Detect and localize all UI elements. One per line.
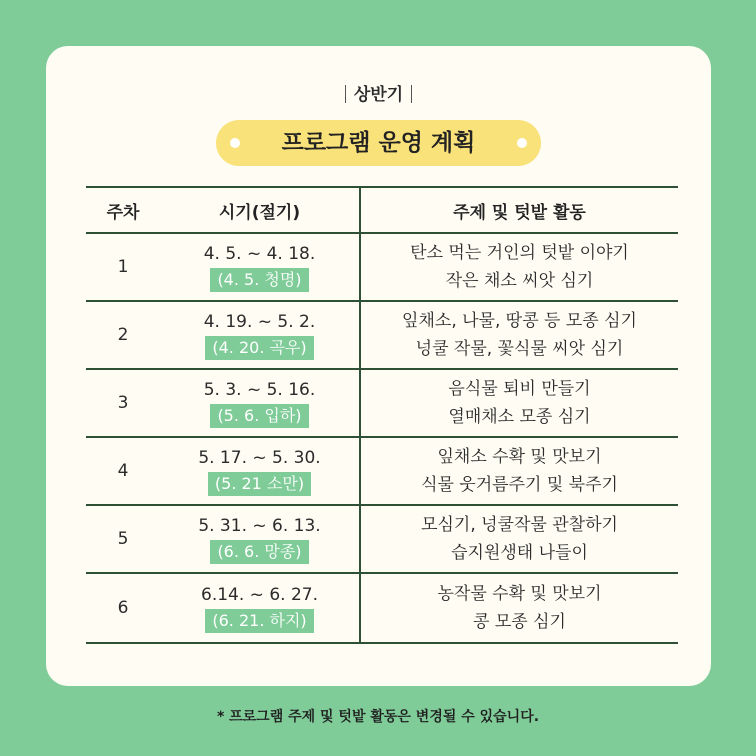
page-title: 프로그램 운영 계획 — [281, 130, 476, 156]
activity-cell — [360, 233, 678, 301]
activity-line: 열매채소 모종 심기 — [448, 407, 591, 427]
week-cell: 1 — [86, 233, 160, 301]
column-header-period: 시기(절기) — [160, 187, 360, 233]
week-cell: 5 — [86, 505, 160, 573]
period-cell — [160, 505, 360, 573]
table-row — [86, 301, 678, 369]
section-subtitle — [46, 80, 711, 105]
table-row — [86, 233, 678, 301]
pill-dot-right — [517, 138, 527, 148]
table-header-row — [86, 187, 678, 233]
activity-line: 식물 웃거름주기 및 북주기 — [421, 475, 618, 495]
week-cell: 4 — [86, 437, 160, 505]
week-cell: 6 — [86, 573, 160, 643]
seasonal-term-badge: (5. 21 소만) — [208, 472, 311, 496]
seasonal-term-badge: (6. 6. 망종) — [210, 540, 308, 564]
subtitle-text: 상반기 — [353, 85, 404, 105]
activity-cell — [360, 369, 678, 437]
column-header-week: 주차 — [86, 187, 160, 233]
period-range: 6.14. ~ 6. 27. — [201, 585, 318, 605]
footnote: * 프로그램 주제 및 텃밭 활동은 변경될 수 있습니다. — [216, 709, 540, 725]
activity-line: 탄소 먹는 거인의 텃밭 이야기 — [410, 243, 629, 263]
activity-line: 작은 채소 씨앗 심기 — [445, 271, 594, 291]
period-range: 5. 31. ~ 6. 13. — [198, 516, 321, 536]
period-cell — [160, 573, 360, 643]
column-header-activity: 주제 및 텃밭 활동 — [360, 187, 678, 233]
period-cell — [160, 437, 360, 505]
seasonal-term-badge: (6. 21. 하지) — [205, 609, 313, 633]
program-schedule-table — [86, 186, 678, 644]
period-cell — [160, 233, 360, 301]
table-row — [86, 369, 678, 437]
period-cell — [160, 301, 360, 369]
activity-line: 잎채소 수확 및 맛보기 — [437, 447, 602, 467]
activity-cell — [360, 437, 678, 505]
activity-line: 습지원생태 나들이 — [451, 543, 588, 563]
activity-line: 넝쿨 작물, 꽃식물 씨앗 심기 — [415, 339, 624, 359]
activity-line: 모심기, 넝쿨작물 관찰하기 — [421, 515, 618, 535]
pill-dot-left — [230, 138, 240, 148]
period-range: 4. 5. ~ 4. 18. — [203, 244, 316, 264]
table-row — [86, 505, 678, 573]
period-range: 5. 3. ~ 5. 16. — [203, 380, 316, 400]
seasonal-term-badge: (4. 5. 청명) — [210, 268, 308, 292]
seasonal-term-badge: (5. 6. 입하) — [210, 404, 308, 428]
period-range: 5. 17. ~ 5. 30. — [198, 448, 321, 468]
activity-cell — [360, 573, 678, 643]
plan-card — [46, 46, 711, 686]
activity-line: 잎채소, 나물, 땅콩 등 모종 심기 — [402, 311, 637, 331]
subtitle-divider-right — [411, 85, 412, 103]
seasonal-term-badge: (4. 20. 곡우) — [205, 336, 313, 360]
subtitle-divider-left — [345, 85, 346, 103]
period-range: 4. 19. ~ 5. 2. — [203, 312, 316, 332]
activity-cell — [360, 505, 678, 573]
activity-line: 콩 모종 심기 — [473, 612, 566, 632]
title-pill — [216, 120, 541, 166]
table-row — [86, 437, 678, 505]
table-row — [86, 573, 678, 643]
week-cell: 2 — [86, 301, 160, 369]
week-cell: 3 — [86, 369, 160, 437]
period-cell — [160, 369, 360, 437]
activity-cell — [360, 301, 678, 369]
activity-line: 음식물 퇴비 만들기 — [448, 379, 591, 399]
activity-line: 농작물 수확 및 맛보기 — [437, 584, 602, 604]
